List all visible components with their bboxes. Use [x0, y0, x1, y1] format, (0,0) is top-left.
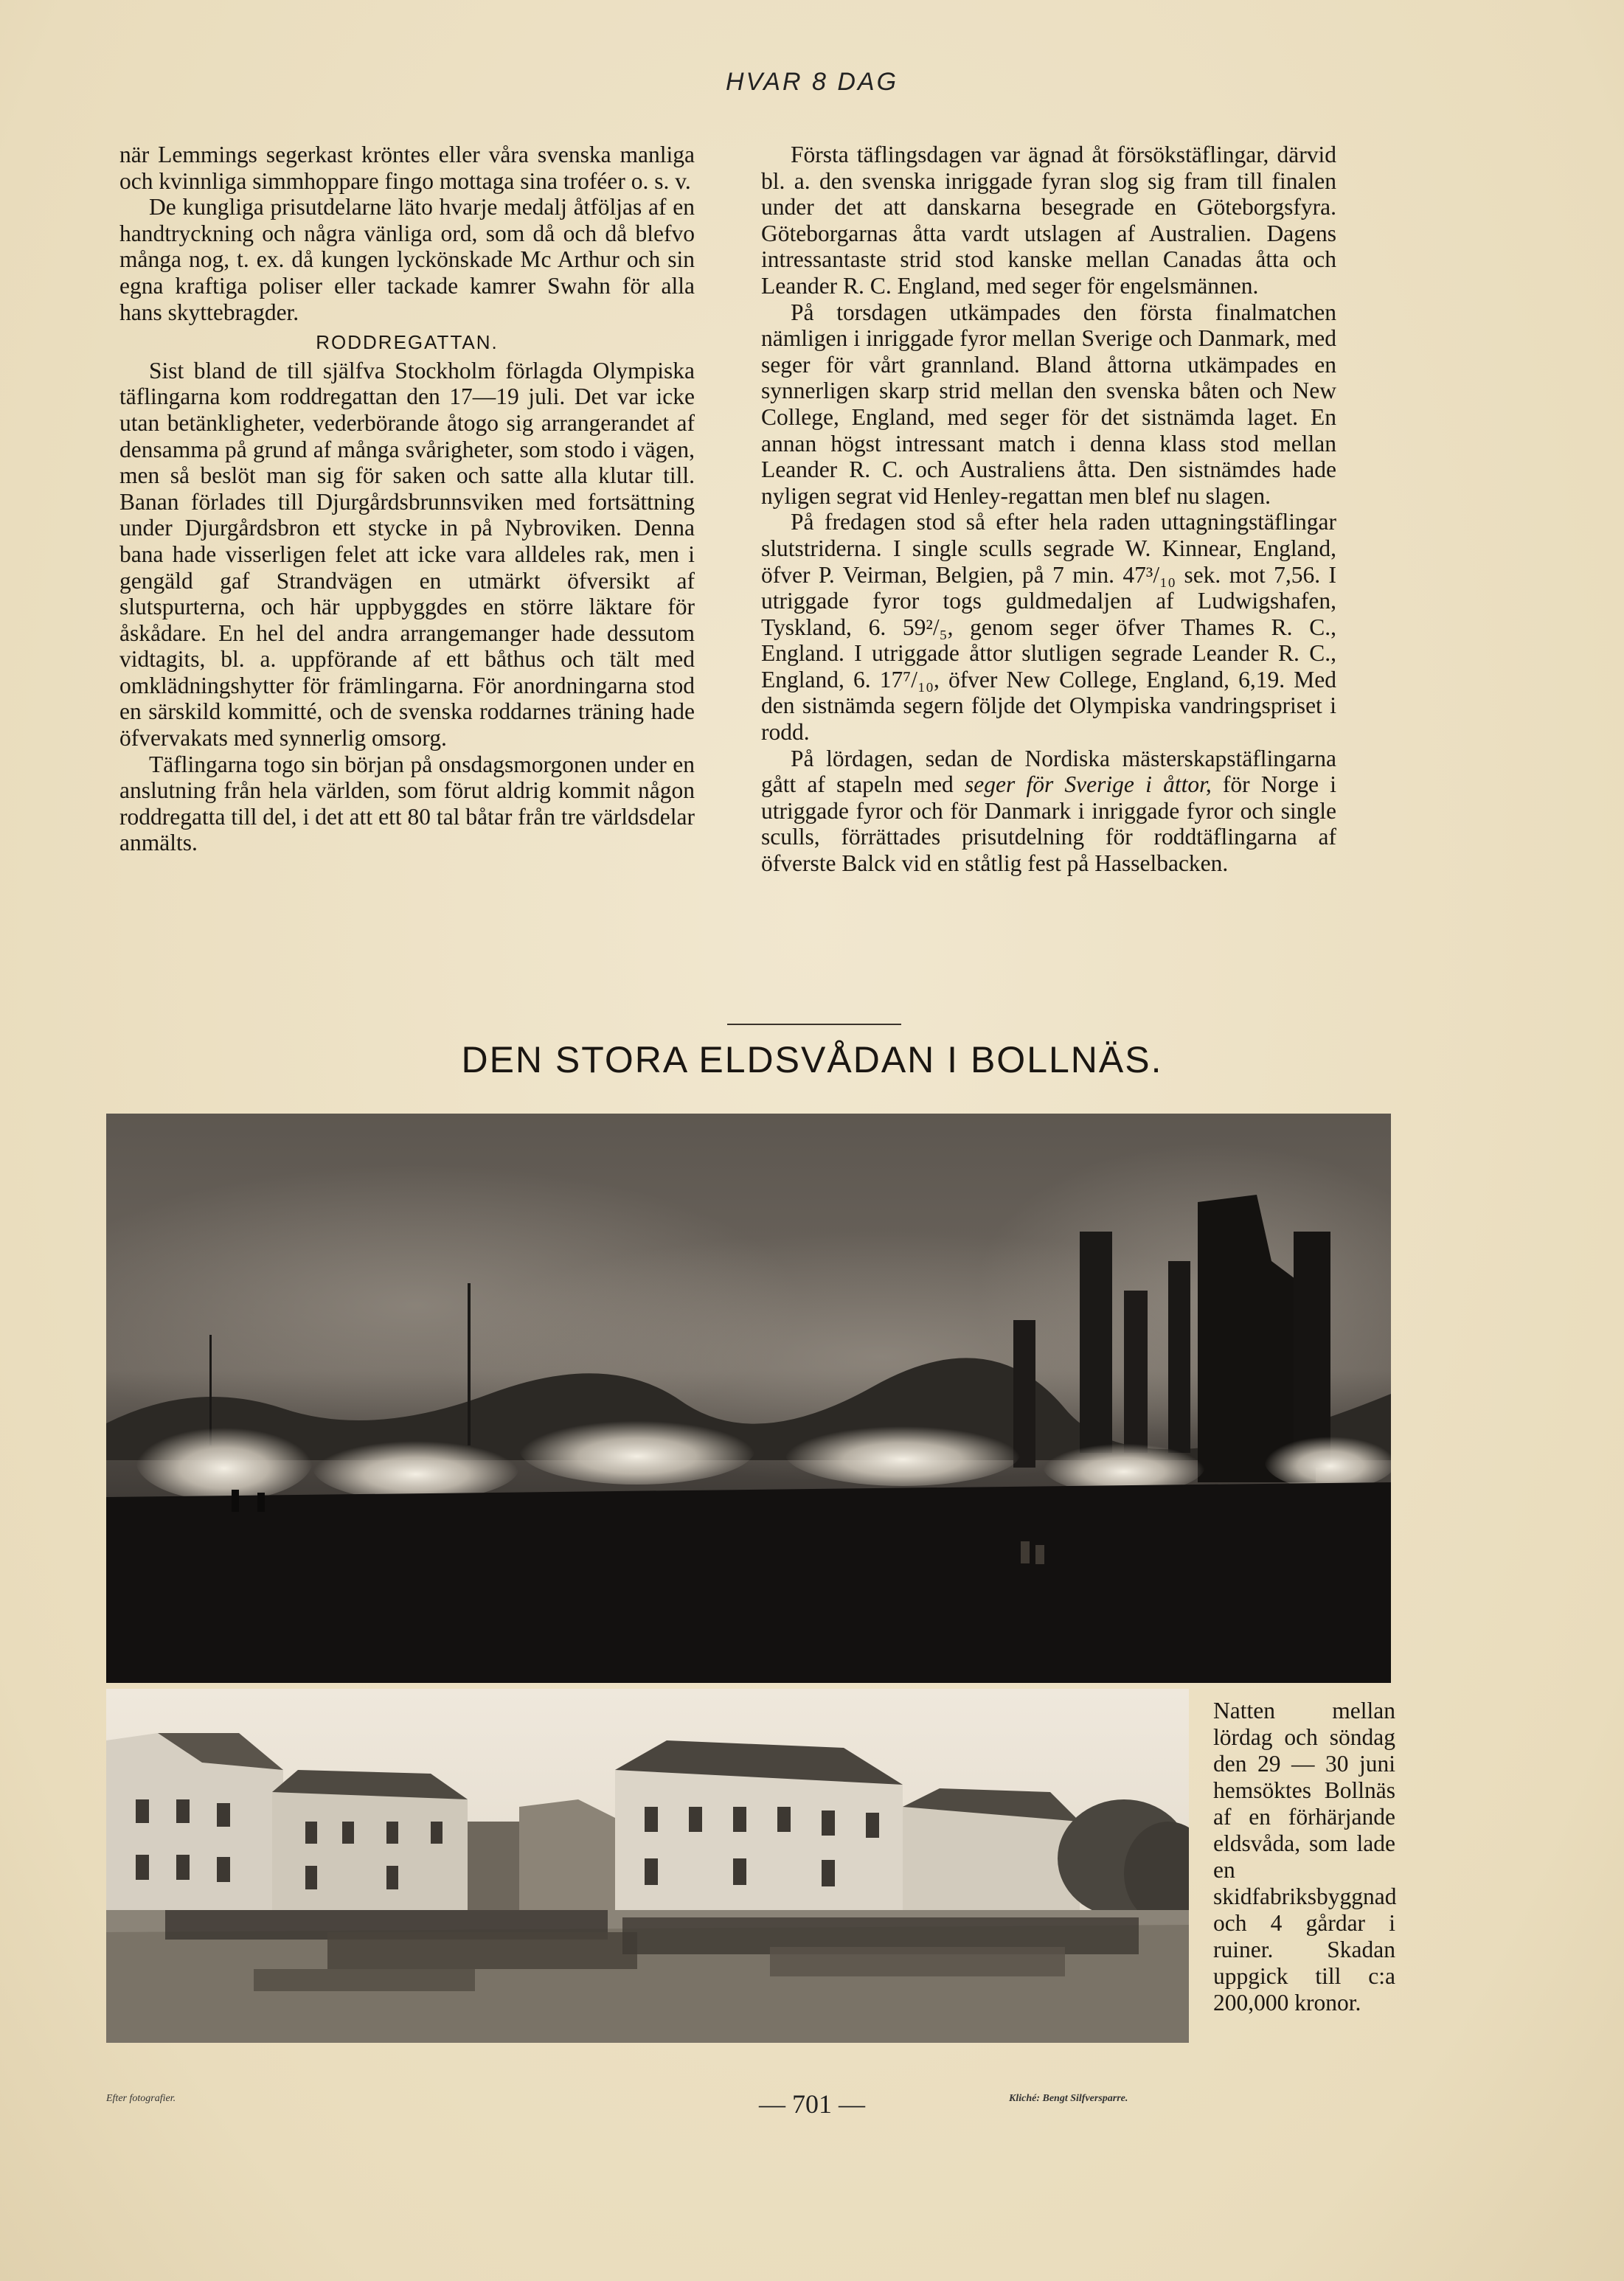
- text-run: På lördagen, sedan de Nordiska mästerskapstäflingarna gått af stapeln med: [761, 745, 1336, 798]
- left-column: [119, 142, 695, 856]
- fire-photograph: [106, 1114, 1391, 1683]
- paragraph: Första täflingsdagen var ägnad åt försökstäflingar, därvid bl. a. den svenska inriggade fyran slog sig fram till finalen under det att danskarna besegrade en Göteborgsfyra. Göteborgarnas åtta vardt utslagen af Australien. Dagens intressantaste strid stod kanske mellan Canadas åtta och Leander R. C. England, med seger för engelsmännen.: [761, 142, 1336, 299]
- paragraph: På torsdagen utkämpades den första finalmatchen nämligen i inriggade fyror mellan Sverige och Danmark, med seger för vårt grannland. Bland åttorna utkämpades en synnerligen skarp strid mellan den svenska båten och New College, England, med seger för det sistnämda laget. En annan högst intressant match i denna klass stod mellan Leander R. C. och Australiens åtta. Den sistnämdes hade nyligen segrat vid Henley-regattan men blef nu slagen.: [761, 299, 1336, 509]
- text-run: för Norge i utriggade fyror och för Danmark i inriggade fyror och single sculls, förrättades prisutdelning för roddtäflingarna af öfverste Balck vid en ståtlig fest på Hasselbacken.: [761, 771, 1336, 877]
- paragraph: Sist bland de till själfva Stockholm förlagda Olympiska täflingarna kom roddregattan den 17—19 juli. Det var icke utan betänkligheter, vederbörande åtogo sig arrangerandet af densamma på grund af många svårigheter, som stodo i vägen, men så beslöt man sig för saken och satte alla klutar till. Banan förlades till Djurgårdsbrunnsviken med fortsättning under Djurgårdsbron ett stycke in på Nybroviken. Denna bana hade visserligen felet att icke vara alldeles rak, men i gengäld gaf Strandvägen en utmärkt öfversikt af slutspurterna, och här uppbyggdes en större läktare för åskådare. En hel del andra arrangemanger hade dessutom vidtagits, bl. a. uppförande af ett båthus och tält med omklädningshytter för främlingarna. För anordningarna stod en särskild kommitté, och de svenska roddarnes träning hade öfvervakats med synnerlig omsorg.: [119, 357, 695, 751]
- section-subhead: RODDREGATTAN.: [316, 331, 499, 354]
- paragraph-last: [761, 746, 1336, 877]
- italic-run: seger för Sverige i åttor,: [965, 771, 1212, 798]
- paragraph: Täflingarna togo sin början på onsdagsmorgonen under en anslutning från hela världen, som förut aldrig kommit någon roddregatta till del, i det att ett 80 tal båtar från tre världsdelar anmälts.: [119, 751, 695, 856]
- right-column: [761, 142, 1336, 877]
- photo-caption: Natten mellan lördag och söndag den 29 — 30 juni hemsöktes Bollnäs af en förhärjande eldsvåda, som lade en skidfabriksbyggnad och 4 gårdar i ruiner. Skadan uppgick till c:a 200,000 kronor.: [1213, 1698, 1397, 2016]
- running-head: HVAR 8 DAG: [725, 68, 899, 96]
- paragraph: De kungliga prisutdelarne läto hvarje medalj åtföljas af en handtryckning och några vänliga ord, som då och då blefvo många nog, t. ex. då kungen lyckönskade Mc Arthur och sin egna kraftiga poliser eller tackade kamrer Swahn för alla hans skyttebragder.: [119, 194, 695, 325]
- section-divider: [727, 1024, 901, 1025]
- town-photograph: [106, 1689, 1189, 2043]
- paragraph: På fredagen stod så efter hela raden uttagningstäflingar slutstriderna. I single sculls segrade W. Kinnear, England, öfver P. Veirman, Belgien, på 7 min. 47³/₁₀ sek. mot 7,56. I utriggade fyror togs guldmedaljen af Ludwigshafen, Tyskland, 6. 59²/₅, genom seger öfver Thames R. C., England. I utriggade åttor slutligen segrade Leander R. C., England, 6. 17⁷/₁₀, öfver New College, England, 6,19. Med den sistnämda segern följde det Olympiska vandringspriset i rodd.: [761, 509, 1336, 746]
- engraving-credit: Kliché: Bengt Silfversparre.: [1009, 2093, 1128, 2104]
- photo-credit: Efter fotografier.: [106, 2093, 176, 2104]
- page-number: — 701 —: [759, 2089, 865, 2119]
- paragraph: när Lemmings segerkast kröntes eller våra svenska manliga och kvinnliga simmhoppare fingo mottaga sina troféer o. s. v.: [119, 142, 695, 194]
- article-headline: DEN STORA ELDSVÅDAN I BOLLNÄS.: [461, 1039, 1163, 1080]
